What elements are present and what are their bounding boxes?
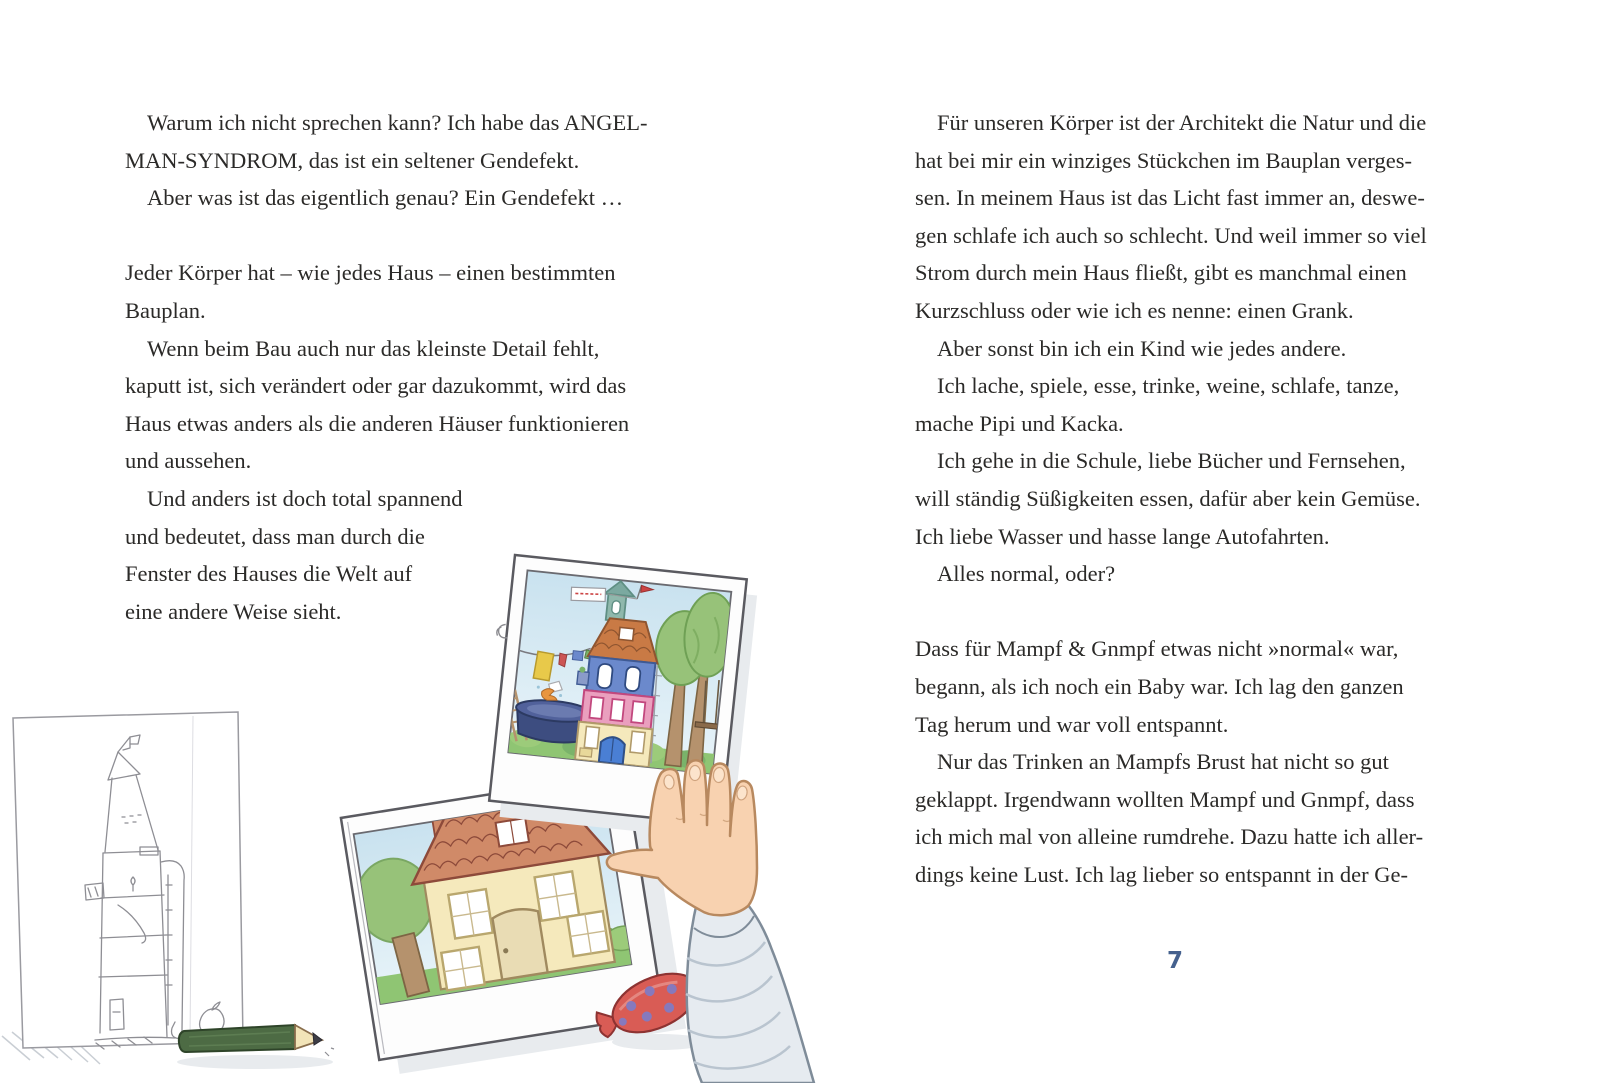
text-line: Kurzschluss oder wie ich es nenne: einen Grank. xyxy=(915,297,1354,323)
text-line: Haus etwas anders als die anderen Häuser funktionieren xyxy=(125,410,630,436)
text-line: Ich lache, spiele, esse, trinke, weine, schlafe, tanze, xyxy=(937,373,1400,399)
text-line: mache Pipi und Kacka. xyxy=(915,410,1124,436)
text-line: will ständig Süßigkeiten essen, dafür aber kein Gemüse. xyxy=(915,485,1421,511)
text-line: Wenn beim Bau auch nur das kleinste Detail fehlt, xyxy=(147,335,600,361)
text-line: Für unseren Körper ist der Architekt die Natur und die xyxy=(937,110,1427,135)
illustration xyxy=(0,500,830,1083)
text-line: und aussehen. xyxy=(125,448,252,474)
text-line: sen. In meinem Haus ist das Licht fast immer an, deswe- xyxy=(915,185,1425,211)
text-line: kaputt ist, sich verändert oder gar dazukommt, wird das xyxy=(125,373,627,399)
text-line: Dass für Mampf & Gnmpf etwas nicht »normal« war, xyxy=(915,636,1399,662)
text-line: dings keine Lust. Ich lag lieber so entspannt in der Ge- xyxy=(915,861,1408,887)
striped-sleeve xyxy=(687,897,814,1083)
sketch-paper xyxy=(2,712,243,1064)
text-line: Aber sonst bin ich ein Kind wie jedes andere. xyxy=(937,335,1347,361)
text-line: Jeder Körper hat – wie jedes Haus – einen bestimmten xyxy=(125,260,616,286)
text-line: hat bei mir ein winziges Stückchen im Bauplan verges- xyxy=(915,147,1412,173)
text-line: MAN-SYNDROM, das ist ein seltener Gendefekt. xyxy=(125,147,580,173)
text-line: Ich gehe in die Schule, liebe Bücher und Fernsehen, xyxy=(937,448,1406,474)
text-line: gen schlafe ich auch so schlecht. Und weil immer so viel xyxy=(915,222,1427,248)
text-line: ich mich mal von alleine rumdrehe. Dazu hatte ich aller- xyxy=(915,824,1424,850)
text-line: Ich liebe Wasser und hasse lange Autofahrten. xyxy=(915,523,1330,549)
text-line: Fenster des Hauses die Welt auf xyxy=(125,561,413,587)
text-line: Nur das Trinken an Mampfs Brust hat nicht so gut xyxy=(937,749,1389,775)
text-line: Und anders ist doch total spannend xyxy=(147,485,463,511)
right-page-text xyxy=(915,104,1475,893)
green-pencil xyxy=(177,1025,334,1069)
text-line: Alles normal, oder? xyxy=(937,561,1116,587)
text-line: Tag herum und war voll entspannt. xyxy=(915,711,1229,737)
text-line: Warum ich nicht sprechen kann? Ich habe das ANGEL- xyxy=(147,110,648,135)
page-number: 7 xyxy=(1166,948,1183,974)
text-line: Strom durch mein Haus fließt, gibt es manchmal einen xyxy=(915,260,1407,286)
text-line: begann, als ich noch ein Baby war. Ich lag den ganzen xyxy=(915,673,1404,699)
text-line: Aber was ist das eigentlich genau? Ein Gendefekt … xyxy=(147,185,624,211)
text-line: und bedeutet, dass man durch die xyxy=(125,523,425,549)
text-line: geklappt. Irgendwann wollten Mampf und Gnmpf, dass xyxy=(915,786,1415,812)
text-line: Bauplan. xyxy=(125,297,206,323)
text-line: eine andere Weise sieht. xyxy=(125,598,342,624)
